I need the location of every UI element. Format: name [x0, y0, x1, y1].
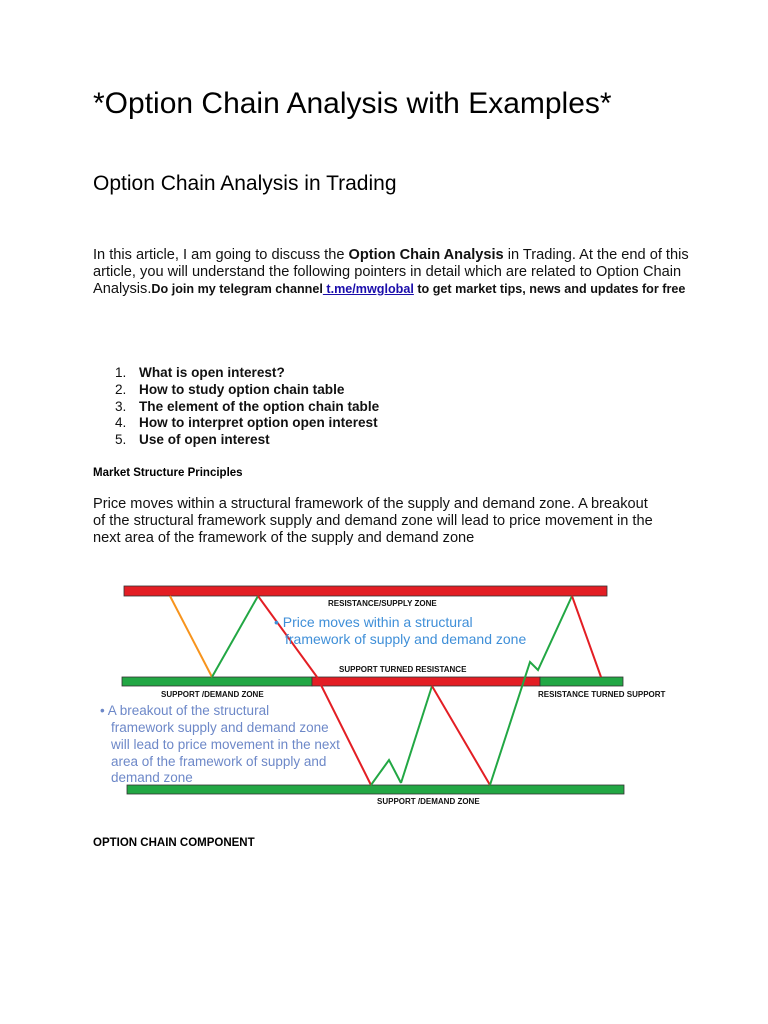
resistance-zone-bar	[124, 586, 607, 596]
annotation-2-line-2: framework supply and demand zone	[111, 720, 329, 735]
annotation-2-line-3: will lead to price movement in the next	[111, 737, 340, 752]
list-item-text: How to interpret option open interest	[139, 415, 378, 431]
intro-text-2: in Trading. At the end of this article, you will understand the following pointers in detail which are related to Option Chain Analysis.	[93, 247, 689, 297]
telegram-cta-after: to get market tips, news and updates for free	[413, 282, 686, 296]
annotation-1-line-2: framework of supply and demand zone	[285, 631, 527, 647]
annotation-2-line-4: area of the framework of supply and	[111, 754, 327, 769]
telegram-cta-before: Do join my telegram channel	[151, 282, 323, 296]
list-item-number: 1.	[115, 365, 127, 380]
telegram-link[interactable]: t.me/mwglobal	[322, 282, 414, 296]
pointers-list	[93, 365, 379, 449]
list-item-text: Use of open interest	[139, 432, 270, 448]
list-item-number: 3.	[115, 398, 127, 414]
list-item	[93, 432, 379, 449]
support-turned-resistance-bar	[312, 677, 540, 686]
section-subtitle: Option Chain Analysis in Trading	[93, 172, 397, 195]
support-zone-bar-bottom	[127, 785, 624, 794]
price-line-orange	[170, 596, 212, 677]
label-resistance-supply: RESISTANCE/SUPPLY ZONE	[328, 599, 437, 608]
label-support-turned-resistance: SUPPORT TURNED RESISTANCE	[339, 665, 467, 674]
intro-paragraph	[93, 247, 693, 298]
option-chain-component-heading: OPTION CHAIN COMPONENT	[93, 837, 255, 849]
resistance-turned-support-bar	[540, 677, 623, 686]
list-item	[93, 382, 379, 399]
price-line-wiggle	[371, 760, 401, 785]
annotation-2-line-5: demand zone	[111, 770, 193, 785]
intro-bold-term: Option Chain Analysis	[348, 247, 504, 263]
diagram-svg	[92, 578, 682, 810]
document-title: *Option Chain Analysis with Examples*	[93, 87, 612, 120]
price-line-final-down	[572, 596, 601, 677]
list-item-text: What is open interest?	[139, 365, 285, 380]
price-line-up	[212, 596, 258, 677]
list-item-number: 5.	[115, 432, 127, 448]
list-item-text: How to study option chain table	[139, 381, 345, 397]
list-item	[93, 399, 379, 416]
annotation-1-line-1: • Price moves within a structural	[274, 614, 473, 630]
market-structure-paragraph: Price moves within a structural framework of the supply and demand zone. A breakout of the structural framework supply and demand zone will lead to price movement in the next area of the framework of the supply and demand zone	[93, 496, 653, 546]
list-item-number: 4.	[115, 415, 127, 431]
label-resistance-turned-support: RESISTANCE TURNED SUPPORT	[538, 690, 666, 699]
list-item-number: 2.	[115, 381, 127, 397]
support-zone-bar-left	[122, 677, 312, 686]
list-item	[93, 365, 379, 382]
label-support-demand-bottom: SUPPORT /DEMAND ZONE	[377, 797, 480, 806]
annotation-2-line-1: • A breakout of the structural	[100, 703, 270, 718]
market-structure-diagram	[92, 578, 682, 810]
intro-text-1: In this article, I am going to discuss the	[93, 247, 349, 263]
market-structure-heading: Market Structure Principles	[93, 467, 243, 479]
price-line-retest-up	[401, 686, 432, 783]
label-support-demand-left: SUPPORT /DEMAND ZONE	[161, 690, 264, 699]
price-line-retest-down	[432, 686, 490, 785]
list-item-text: The element of the option chain table	[139, 398, 380, 414]
list-item	[93, 415, 379, 432]
